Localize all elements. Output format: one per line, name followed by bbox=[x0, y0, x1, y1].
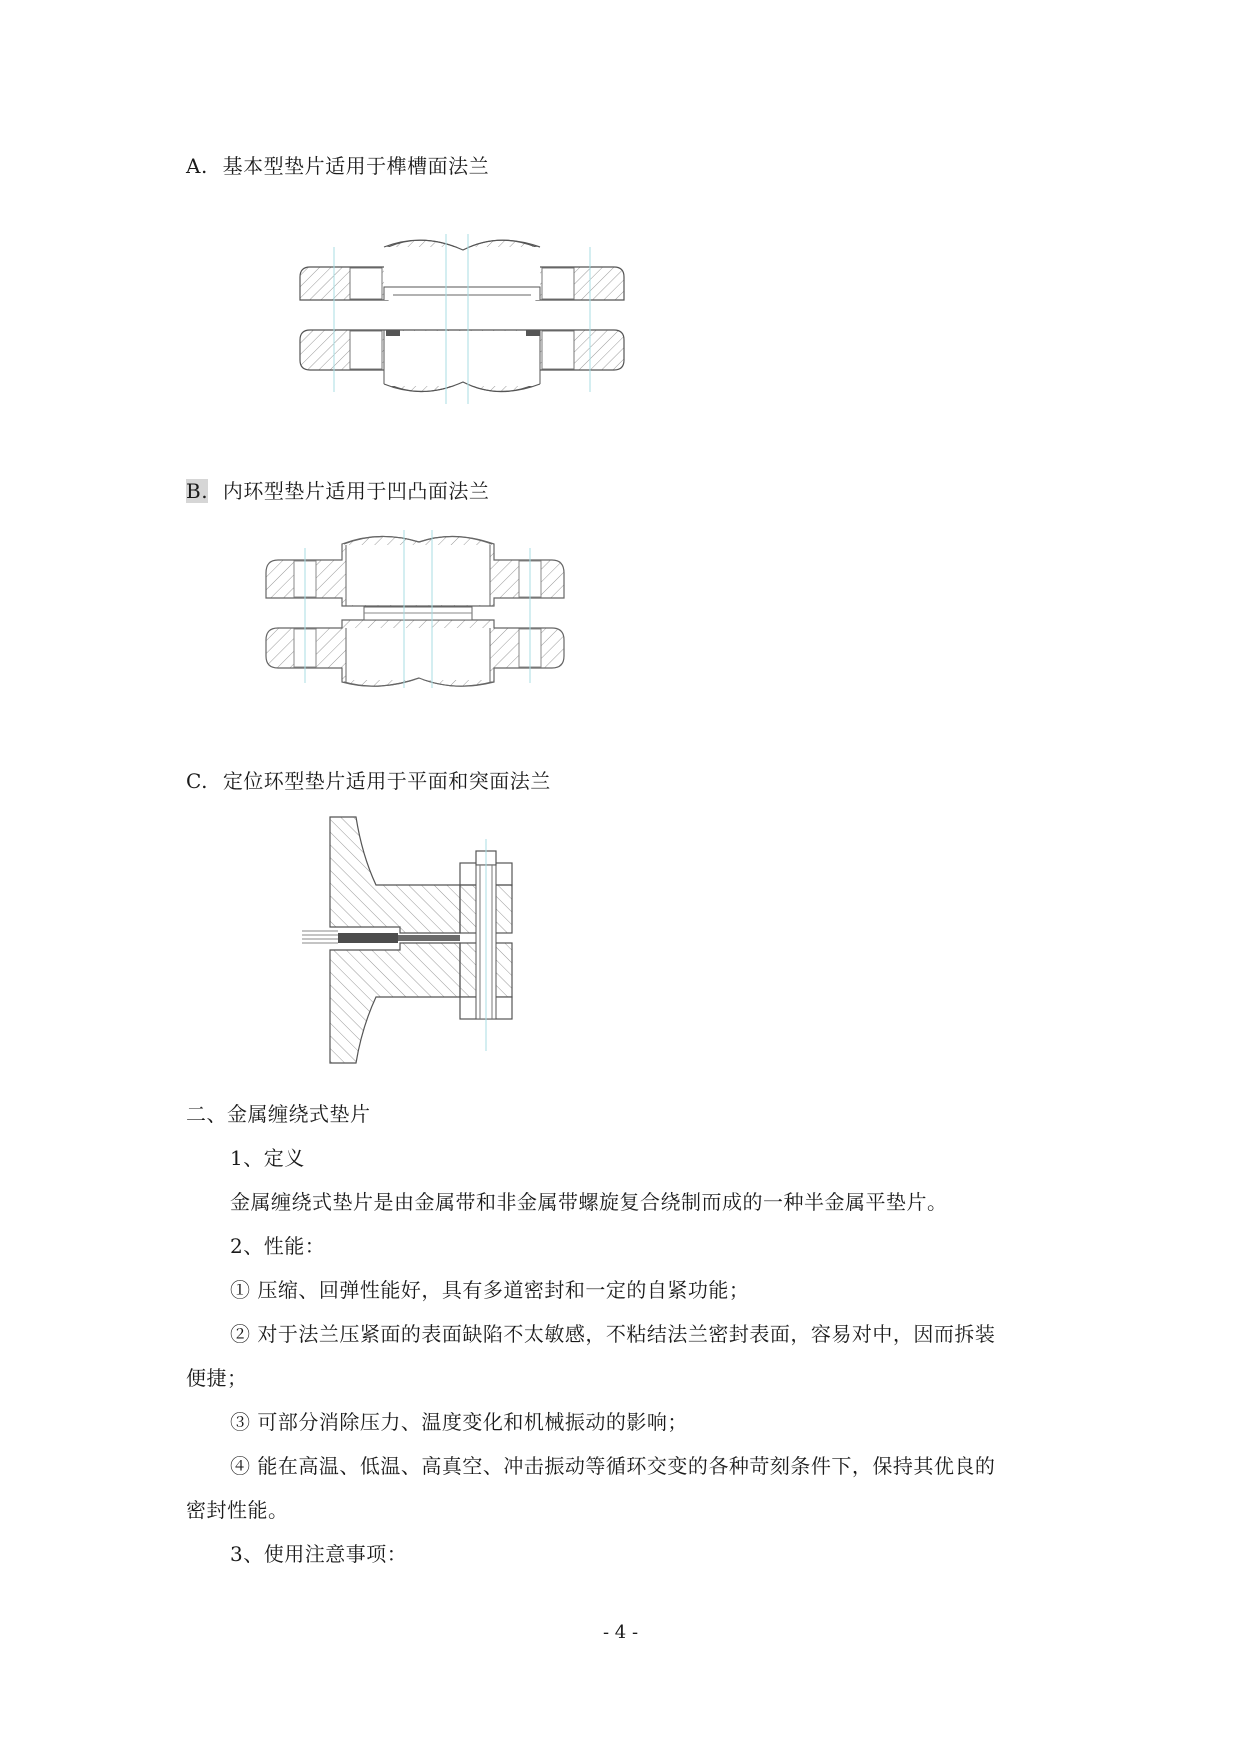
section-b-caption bbox=[186, 478, 489, 504]
section-a-caption bbox=[186, 153, 489, 179]
performance-item-4: ④ 能在高温、低温、高真空、冲击振动等循环交变的各种苛刻条件下，保持其优良的 bbox=[230, 1454, 996, 1478]
section-heading: 二、金属缠绕式垫片 bbox=[186, 1102, 371, 1126]
performance-item-2-continued: 便捷； bbox=[186, 1366, 248, 1390]
performance-item-1: ① 压缩、回弹性能好，具有多道密封和一定的自紧功能； bbox=[230, 1278, 750, 1302]
performance-item-3: ③ 可部分消除压力、温度变化和机械振动的影响； bbox=[230, 1410, 688, 1434]
section-c-marker: C. bbox=[186, 769, 208, 793]
section-b-text: 内环型垫片适用于凹凸面法兰 bbox=[222, 479, 490, 503]
usage-title: 3、使用注意事项： bbox=[230, 1542, 408, 1566]
page-number: - 4 - bbox=[602, 1622, 639, 1643]
definition-text: 金属缠绕式垫片是由金属带和非金属带螺旋复合绕制而成的一种半金属平垫片。 bbox=[230, 1190, 948, 1214]
section-b-marker: B. bbox=[186, 479, 209, 503]
figure-raised-face-flange bbox=[264, 528, 584, 688]
section-c-text: 定位环型垫片适用于平面和突面法兰 bbox=[222, 769, 551, 793]
performance-item-4-continued: 密封性能。 bbox=[186, 1498, 289, 1522]
section-c-caption bbox=[186, 768, 551, 794]
definition-title: 1、定义 bbox=[230, 1146, 305, 1170]
section-a-marker: A. bbox=[186, 154, 208, 178]
performance-item-2: ② 对于法兰压紧面的表面缺陷不太敏感，不粘结法兰密封表面，容易对中，因而拆装 bbox=[230, 1322, 996, 1346]
figure-flat-face-flange bbox=[300, 815, 530, 1075]
performance-title: 2、性能： bbox=[230, 1234, 326, 1258]
section-a-text: 基本型垫片适用于榫槽面法兰 bbox=[222, 154, 490, 178]
figure-tongue-groove-flange bbox=[298, 232, 628, 407]
